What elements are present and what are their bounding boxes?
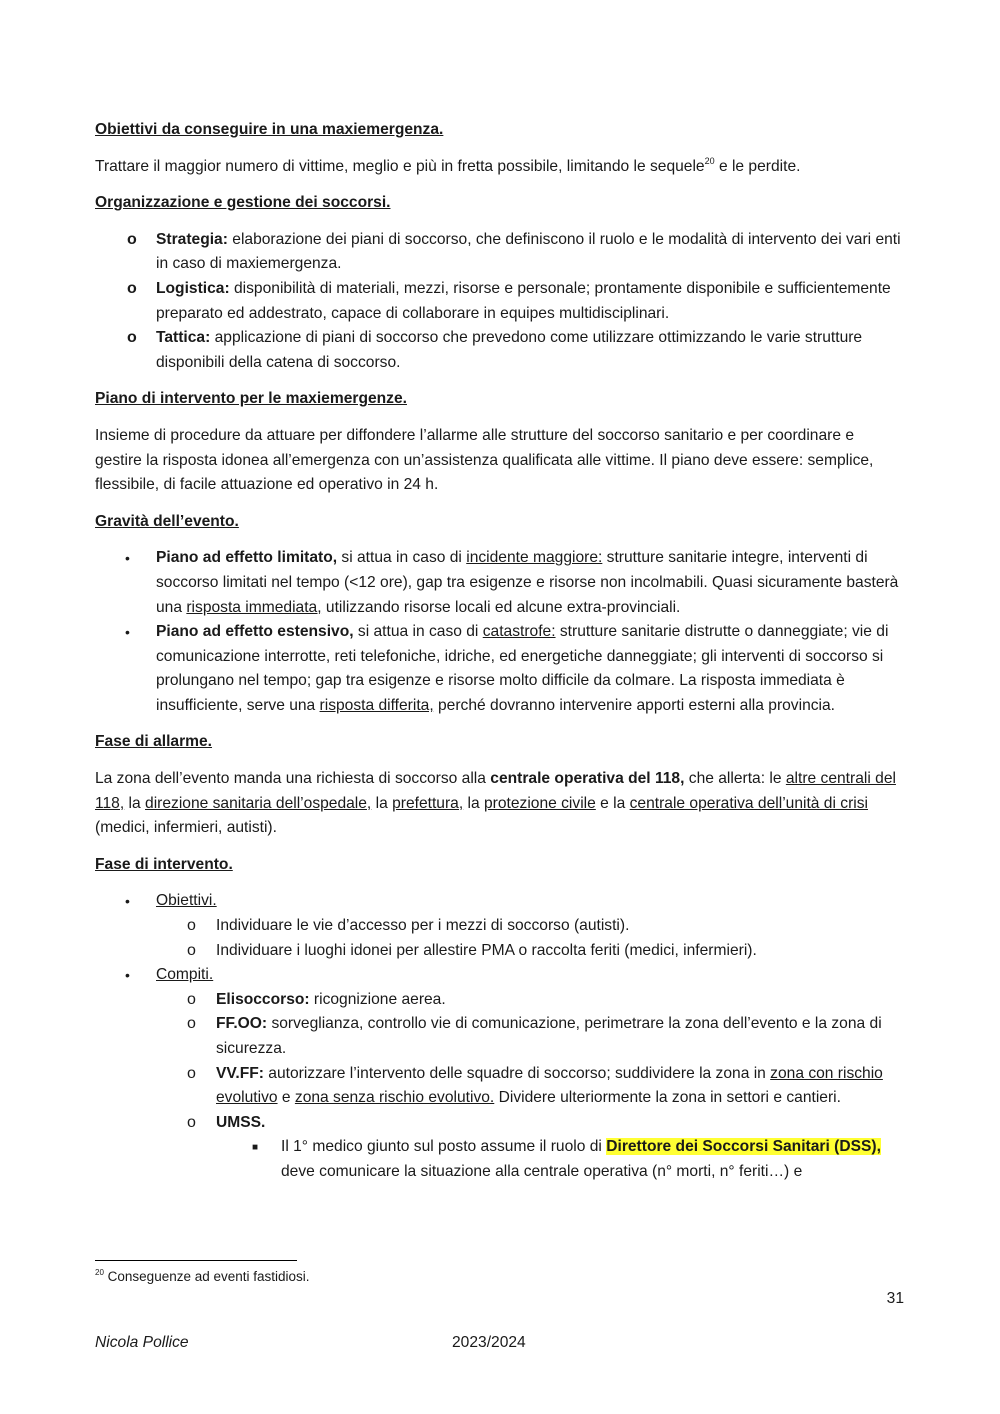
text-span: sorveglianza, controllo vie di comunicazione, perimetrare la zona dell’evento e la zona di sicurezza. — [216, 1015, 882, 1057]
bold-term: Strategia: — [156, 230, 228, 248]
list-item — [95, 1062, 905, 1111]
bold-term: centrale operativa del 118, — [490, 770, 685, 788]
list-item — [95, 1012, 905, 1061]
heading-obiettivi: Obiettivi da conseguire in una maxiemergenza. — [95, 121, 444, 138]
list-item — [95, 988, 905, 1013]
text-span: la — [463, 794, 484, 812]
bold-term: FF.OO: — [216, 1015, 268, 1033]
bullet-marker: o — [187, 1113, 196, 1131]
bullet-marker: o — [127, 329, 137, 347]
list-item — [95, 326, 905, 375]
list-item-compiti — [95, 963, 905, 988]
square-bullet-icon: ■ — [252, 1142, 259, 1154]
bullet-marker: • — [125, 967, 130, 984]
list-intervento — [95, 889, 905, 1184]
text-span: e la — [595, 794, 630, 812]
bullet-marker: • — [125, 624, 130, 641]
heading-allarme: Fase di allarme. — [95, 733, 213, 751]
list-item — [95, 939, 905, 964]
text-span: elaborazione dei piani di soccorso, che definiscono il ruolo e le modalità di intervento dei vari enti in caso di maxiemergenza. — [156, 230, 901, 273]
underlined-term: incidente maggiore: — [466, 549, 603, 567]
bold-term: Tattica: — [156, 329, 211, 347]
text-span: Dividere ulteriormente la zona in settori e cantieri. — [494, 1089, 841, 1107]
text-span: ricognizione aerea. — [309, 990, 446, 1008]
underlined-term: protezione civile — [483, 794, 596, 812]
list-item — [95, 914, 905, 939]
bullet-marker: o — [127, 279, 137, 297]
bold-term: Elisoccorso: — [216, 990, 310, 1008]
text-span: che allerta: le — [684, 770, 786, 788]
underlined-term: Compiti. — [156, 966, 214, 984]
paragraph-obiettivi — [95, 155, 905, 180]
text-span: autorizzare l’intervento delle squadre di soccorso; suddividere la zona in — [263, 1064, 771, 1082]
text-span: disponibilità di materiali, mezzi, risorse e personale; prontamente disponibile e sufficientemente preparato ed addestrato, capace di collaborare in equipes multidisciplinari. — [156, 279, 891, 322]
highlighted-term: Direttore dei Soccorsi Sanitari (DSS), — [606, 1138, 881, 1156]
bold-term: UMSS. — [216, 1113, 266, 1131]
bullet-marker: o — [187, 990, 196, 1008]
text-span: e le perdite. — [714, 157, 801, 175]
underlined-term: zona senza rischio evolutivo. — [294, 1089, 495, 1107]
footnote-number: 20 — [95, 1268, 104, 1277]
text-span: deve comunicare la situazione alla centrale operativa (n° morti, n° feriti…) e — [281, 1162, 803, 1180]
underlined-term: altre centrali del 118, — [95, 770, 896, 812]
bullet-marker: o — [127, 230, 137, 248]
list-item-obiettivi — [95, 889, 905, 914]
list-item — [95, 1111, 905, 1136]
heading-piano: Piano di intervento per le maxiemergenze. — [95, 390, 407, 408]
list-organizzazione — [95, 228, 905, 376]
text-span: la — [124, 794, 146, 812]
footnote — [95, 1267, 310, 1287]
underlined-term: Obiettivi. — [156, 892, 217, 910]
list-item — [95, 546, 905, 620]
text-span: Individuare le vie d’accesso per i mezzi di soccorso (autisti). — [216, 917, 630, 935]
footnote-text: Conseguenze ad eventi fastidiosi. — [103, 1269, 310, 1284]
heading-organizzazione: Organizzazione e gestione dei soccorsi. — [95, 194, 391, 212]
bullet-marker: o — [187, 1064, 196, 1082]
underlined-term: zona con rischio evolutivo — [216, 1064, 883, 1107]
list-item — [95, 228, 905, 277]
underlined-term: catastrofe: — [482, 623, 556, 641]
text-span: la — [371, 794, 393, 812]
text-span: strutture sanitarie distrutte o danneggiate; vie di comunicazione interrotte, reti telefoniche, idriche, ed energetiche danneggiate; gli interventi di soccorso si prolungano nel tempo; gap tra esigenze e risorse molto difficile da colmare. La risposta immediata è insufficiente, serve una — [156, 623, 889, 714]
bullet-marker: o — [187, 917, 196, 935]
footer-author: Nicola Pollice — [95, 1334, 189, 1351]
text-span: perché dovranno intervenire apporti esterni alla provincia. — [433, 696, 836, 714]
bullet-marker: o — [187, 1015, 196, 1033]
list-item — [95, 620, 905, 718]
list-item — [95, 277, 905, 326]
underlined-term: risposta immediata, — [186, 598, 322, 616]
list-gravita — [95, 546, 905, 718]
underlined-term: centrale operativa dell’unità di crisi — [629, 794, 868, 812]
underlined-term: risposta differita, — [319, 696, 434, 714]
bullet-marker: o — [187, 941, 196, 959]
bold-term: Piano ad effetto estensivo, — [156, 623, 354, 641]
text-span: applicazione di piani di soccorso che prevedono come utilizzare ottimizzando le varie strutture disponibili della catena di soccorso. — [156, 329, 863, 371]
underlined-term: prefettura, — [392, 794, 464, 812]
heading-gravita: Gravità dell’evento. — [95, 512, 239, 530]
text-span: si attua in caso di — [353, 623, 483, 641]
text-span: Trattare il maggior numero di vittime, meglio e più in fretta possibile, limitando le sequele — [95, 157, 705, 175]
footer-year: 2023/2024 — [452, 1334, 526, 1351]
text-span: si attua in caso di — [337, 549, 467, 567]
footnote-separator — [95, 1260, 297, 1261]
underlined-term: direzione sanitaria dell’ospedale, — [145, 794, 372, 812]
text-span: e — [277, 1089, 295, 1107]
text-span: (medici, infermieri, autisti). — [95, 819, 277, 837]
bold-term: Piano ad effetto limitato, — [156, 549, 338, 567]
text-span: La zona dell’evento manda una richiesta di soccorso alla — [95, 770, 491, 788]
text-span: Il 1° medico giunto sul posto assume il ruolo di — [281, 1138, 607, 1156]
text-span: utilizzando risorse locali ed alcune extra-provinciali. — [321, 598, 681, 616]
list-item — [95, 1135, 905, 1184]
bold-term: Logistica: — [156, 279, 230, 297]
text-span: Individuare i luoghi idonei per allestire PMA o raccolta feriti (medici, infermieri). — [216, 941, 757, 959]
page-body — [95, 118, 905, 1185]
bullet-marker: • — [125, 893, 130, 910]
footnote-ref[interactable]: 20 — [704, 155, 715, 166]
heading-intervento: Fase di intervento. — [95, 855, 233, 873]
text-span: strutture sanitarie integre, interventi di soccorso limitati nel tempo (<12 ore), gap tra esigenze e risorse non incolmabili. Quasi sicuramente basterà una — [156, 549, 899, 616]
paragraph-allarme — [95, 767, 905, 841]
bullet-marker: • — [125, 550, 130, 567]
page-number: 31 — [886, 1290, 904, 1307]
paragraph-piano: Insieme di procedure da attuare per diffondere l’allarme alle strutture del soccorso sanitario e per coordinare e gestire la risposta idonea all’emergenza con un’assistenza qualificata alle vittime. Il piano deve essere: semplice, flessibile, di facile attuazione ed operativo in 24 h. — [95, 426, 874, 494]
bold-term: VV.FF: — [216, 1064, 264, 1082]
